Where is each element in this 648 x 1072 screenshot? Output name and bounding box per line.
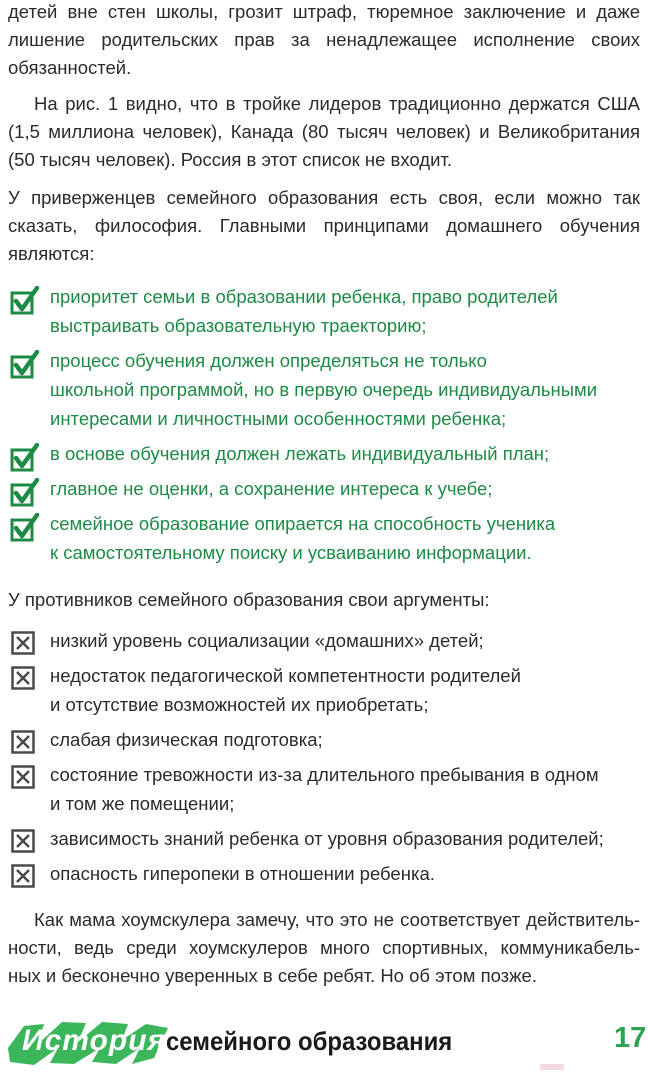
intro-paragraph	[8, 0, 640, 82]
list-item	[8, 474, 644, 503]
list-item	[8, 824, 644, 853]
list-item	[8, 859, 644, 888]
text-line: являются:	[8, 243, 95, 264]
text-line: ных и бесконечно уверенных в себе ребят. Но об этом позже.	[8, 965, 537, 986]
green-checkbox-icon	[10, 350, 40, 380]
list-item	[8, 509, 644, 567]
item-line: недостаток педагогической компетентности родителей	[50, 665, 521, 686]
text-line: (50 тысяч человек). Россия в этот список не входит.	[8, 149, 452, 170]
list-item	[8, 725, 644, 754]
green-checkbox-icon	[10, 443, 40, 473]
principles-list	[8, 282, 644, 567]
crossed-box-icon	[11, 666, 35, 690]
crossed-box-icon	[11, 829, 35, 853]
opponents-paragraph	[8, 586, 640, 614]
list-item	[8, 439, 644, 468]
text-line: обязанностей.	[8, 57, 132, 78]
green-checkbox-icon	[10, 286, 40, 316]
text-line: лишение родительских прав за ненадлежащее исполнение своих	[8, 29, 640, 50]
text-line: У приверженцев семейного образования есть своя, если можно так	[8, 187, 640, 208]
item-line: процесс обучения должен определяться не только	[50, 350, 487, 371]
text-line: сказать, философия. Главными принципами домашнего обучения	[8, 215, 640, 236]
text-line: детей вне стен школы, грозит штраф, тюремное заключение и даже	[8, 1, 640, 22]
item-line: опасность гиперопеки в отношении ребенка.	[50, 863, 435, 884]
text-line: У противников семейного образования свои аргументы:	[8, 589, 490, 610]
crossed-box-icon	[11, 631, 35, 655]
list-item	[8, 626, 644, 655]
green-checkbox-icon	[10, 513, 40, 543]
item-line: низкий уровень социализации «домашних» детей;	[50, 630, 484, 651]
item-line: состояние тревожности из-за длительного пребывания в одном	[50, 764, 599, 785]
item-line: главное не оценки, а сохранение интереса к учебе;	[50, 478, 493, 499]
item-line: интересами и личностными особенностями ребенка;	[50, 408, 507, 429]
list-item	[8, 346, 644, 433]
text-line: Как мама хоумскулера замечу, что это не соответствует действитель-	[34, 909, 640, 930]
footer-title: семейного образования	[166, 1026, 453, 1056]
list-item	[8, 760, 644, 818]
list-item	[8, 282, 644, 340]
item-line: семейное образование опирается на способность ученика	[50, 513, 556, 534]
crossed-box-icon	[11, 864, 35, 888]
figure-paragraph	[8, 90, 640, 174]
text-line: На рис. 1 видно, что в тройке лидеров традиционно держатся США	[34, 93, 640, 114]
item-line: приоритет семьи в образовании ребенка, право родителей	[50, 286, 558, 307]
item-line: зависимость знаний ребенка от уровня образования родителей;	[50, 828, 604, 849]
text-line: (1,5 миллиона человек), Канада (80 тысяч человек) и Великобритания	[8, 121, 640, 142]
arguments-list	[8, 626, 644, 888]
item-line: и том же помещении;	[50, 793, 235, 814]
text-line: ности, ведь среди хоумскулеров много спортивных, коммуникабель-	[8, 937, 640, 958]
page-number: 17	[614, 1022, 647, 1054]
philosophy-paragraph	[8, 184, 640, 268]
item-line: в основе обучения должен лежать индивидуальный план;	[50, 443, 550, 464]
item-line: к самостоятельному поиску и усваиванию информации.	[50, 542, 532, 563]
footer-brand-word: История	[22, 1024, 167, 1057]
item-line: школьной программой, но в первую очередь индивидуальными	[50, 379, 598, 400]
list-item	[8, 661, 644, 719]
crossed-box-icon	[11, 765, 35, 789]
crossed-box-icon	[11, 730, 35, 754]
pink-mark	[540, 1064, 564, 1070]
green-checkbox-icon	[10, 478, 40, 508]
item-line: слабая физическая подготовка;	[50, 729, 323, 750]
item-line: выстраивать образовательную траекторию;	[50, 315, 427, 336]
item-line: и отсутствие возможностей их приобретать;	[50, 694, 429, 715]
closing-paragraph	[8, 906, 640, 990]
